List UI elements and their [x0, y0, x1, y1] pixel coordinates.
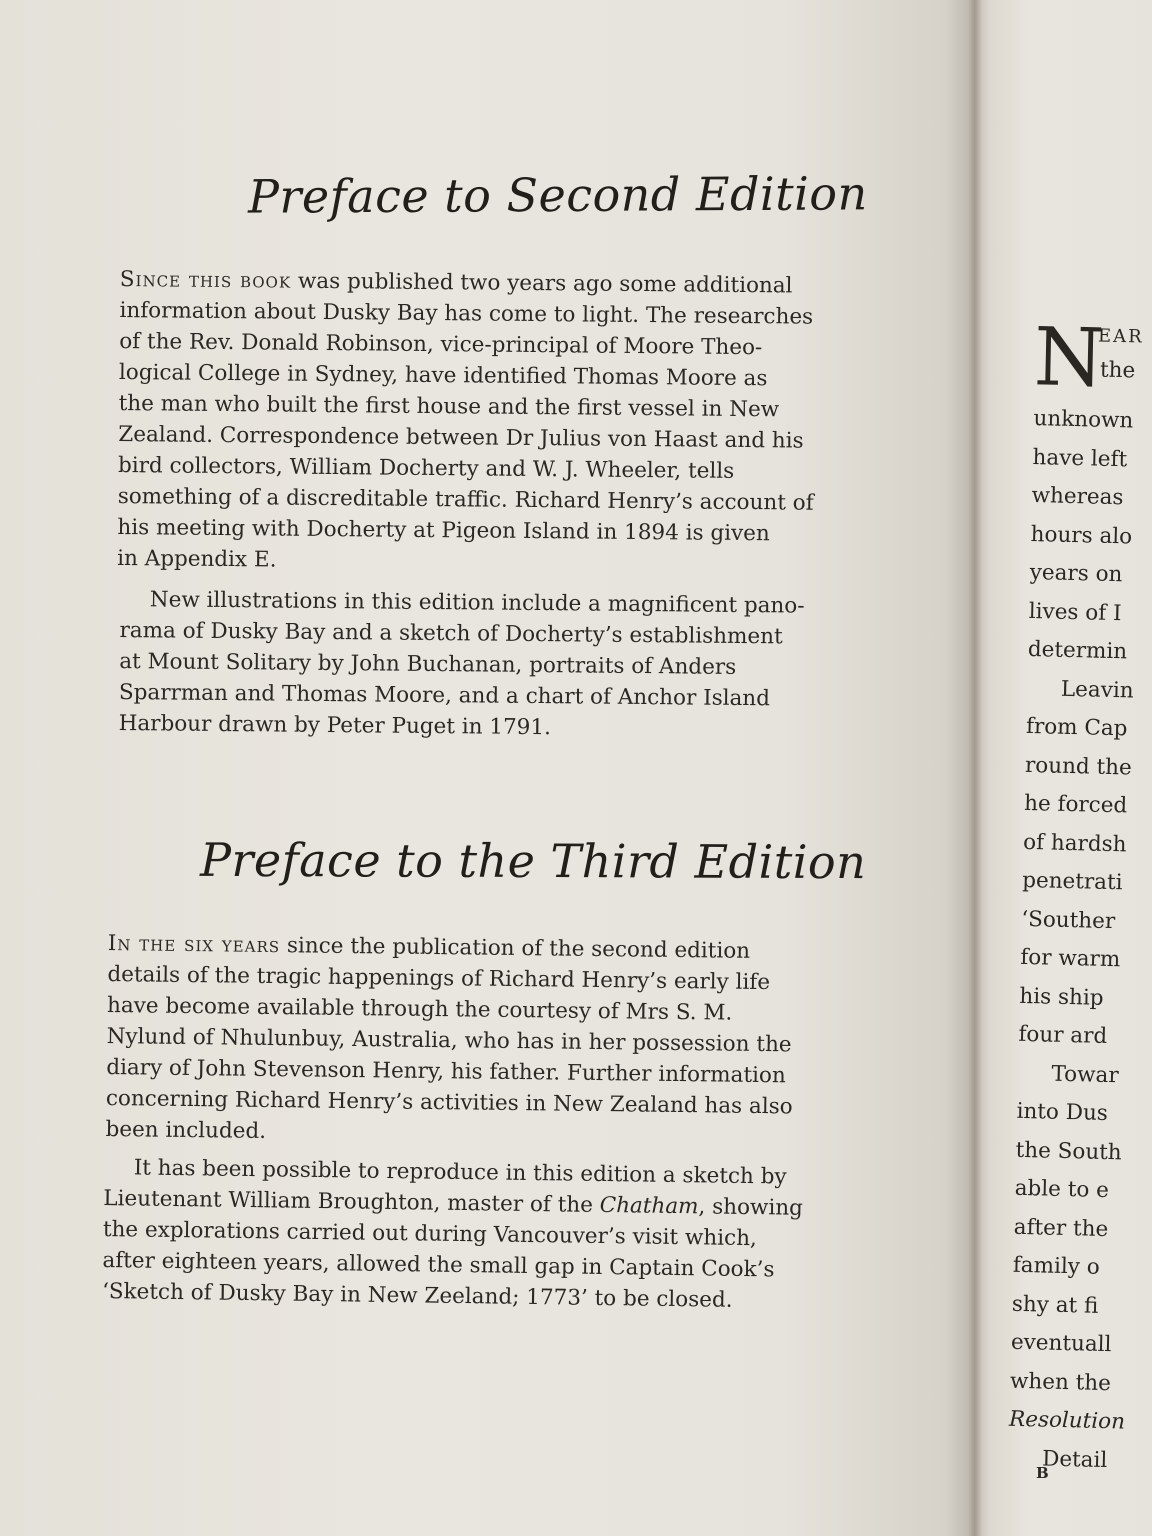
- text-line: hours alo: [1030, 521, 1133, 549]
- text-line: since the publication of the second edition: [279, 933, 751, 964]
- preface-third-title: Preface to the Third Edition: [199, 832, 867, 890]
- text-line: after eighteen years, allowed the small gap in Captain Cook’s: [102, 1247, 775, 1283]
- text-line: logical College in Sydney, have identified Thomas Moore as: [118, 359, 768, 392]
- text-line: been included.: [105, 1116, 267, 1144]
- text-line: whereas: [1031, 482, 1124, 511]
- text-line: shy at fi: [1011, 1291, 1099, 1319]
- text-line: New illustrations in this edition include a magnificent pano-: [149, 587, 805, 619]
- text-line: family o: [1012, 1252, 1100, 1280]
- text-line: determin: [1027, 636, 1128, 665]
- preface-second-paragraph-1: [117, 264, 940, 582]
- text-line: four ard: [1018, 1021, 1108, 1049]
- text-line: in Appendix E.: [117, 545, 277, 573]
- text-line: Harbour drawn by Peter Puget in 1791.: [118, 710, 552, 741]
- text-line: something of a discreditable traffic. Richard Henry’s account of: [117, 483, 814, 516]
- text-line: rama of Dusky Bay and a sketch of Docherty’s establishment: [119, 617, 783, 650]
- text-line: when the: [1009, 1368, 1112, 1396]
- signature-mark: B: [1036, 1464, 1049, 1482]
- text-line: Sparrman and Thomas Moore, and a chart of Anchor Island: [118, 679, 771, 712]
- text-line: information about Dusky Bay has come to light. The researches: [119, 297, 814, 330]
- preface-third-paragraph-1: [105, 928, 928, 1155]
- text-line: Zealand. Correspondence between Dr Julius von Haast and his: [118, 421, 804, 454]
- preface-second-title: Preface to Second Edition: [247, 166, 868, 224]
- text-line: his ship: [1019, 983, 1104, 1011]
- text-line: into Dus: [1016, 1098, 1109, 1127]
- text-line: was published two years ago some additional: [290, 268, 793, 299]
- preface-second-lead: Since this book: [119, 266, 292, 294]
- drop-cap: N: [1033, 310, 1105, 405]
- text-line: after the: [1013, 1214, 1109, 1242]
- text-line: ‘Sketch of Dusky Bay in New Zeeland; 1773’ to be closed.: [101, 1278, 733, 1313]
- text-line: Towar: [1051, 1061, 1119, 1088]
- text-line: penetrati: [1021, 867, 1123, 896]
- text-line: Resolution: [1008, 1406, 1126, 1435]
- ship-name: Chatham: [599, 1192, 699, 1220]
- text-line: for warm: [1020, 944, 1121, 973]
- text-line: he forced: [1023, 790, 1128, 819]
- text-line: the man who built the first house and the first vessel in New: [118, 390, 780, 423]
- text-line: bird collectors, William Docherty and W. J. Wheeler, tells: [117, 452, 735, 484]
- text-line: details of the tragic happenings of Richard Henry’s early life: [107, 961, 771, 996]
- text-line: It has been possible to reproduce in this edition a sketch by: [133, 1155, 787, 1190]
- text-line: able to e: [1014, 1175, 1110, 1204]
- text-line: diary of John Stevenson Henry, his father. Further information: [106, 1054, 786, 1089]
- text-line: ‘Souther: [1021, 906, 1116, 934]
- text-line: of hardsh: [1022, 829, 1127, 857]
- text-line: of the Rev. Donald Robinson, vice-principal of Moore Theo-: [119, 328, 763, 361]
- text-line: Nylund of Nhulunbuy, Australia, who has in her possession the: [106, 1023, 792, 1058]
- drop-cap-rest: EAR: [1097, 325, 1144, 348]
- text-line: unknown: [1033, 405, 1134, 434]
- text-line: years on: [1029, 559, 1123, 588]
- text-line: have left: [1032, 444, 1128, 472]
- preface-third-paragraph-2: [102, 1152, 924, 1318]
- text-line: his meeting with Docherty at Pigeon Island in 1894 is given: [117, 514, 770, 547]
- text-line: , showing: [698, 1194, 804, 1221]
- text-line: eventuall: [1010, 1329, 1112, 1358]
- text-line: lives of I: [1028, 598, 1122, 626]
- book-gutter: [968, 0, 982, 1536]
- text-line: round the: [1024, 752, 1133, 780]
- text-line: Leavin: [1060, 676, 1134, 704]
- text-line: Detail: [1041, 1446, 1108, 1473]
- preface-third-lead: In the six years: [107, 930, 281, 959]
- text-line: from Cap: [1025, 713, 1128, 742]
- text-line: Lieutenant William Broughton, master of the: [103, 1185, 600, 1218]
- preface-second-paragraph-2: [119, 584, 940, 747]
- text-line: the explorations carried out during Vancouver’s visit which,: [102, 1216, 758, 1252]
- text-line: at Mount Solitary by John Buchanan, portraits of Anders: [119, 648, 737, 680]
- text-line: the South: [1015, 1137, 1123, 1165]
- text-line: concerning Richard Henry’s activities in New Zealand has also: [105, 1085, 793, 1120]
- text-line: the: [1099, 357, 1136, 384]
- text-line: have become available through the courtesy of Mrs S. M.: [106, 992, 733, 1026]
